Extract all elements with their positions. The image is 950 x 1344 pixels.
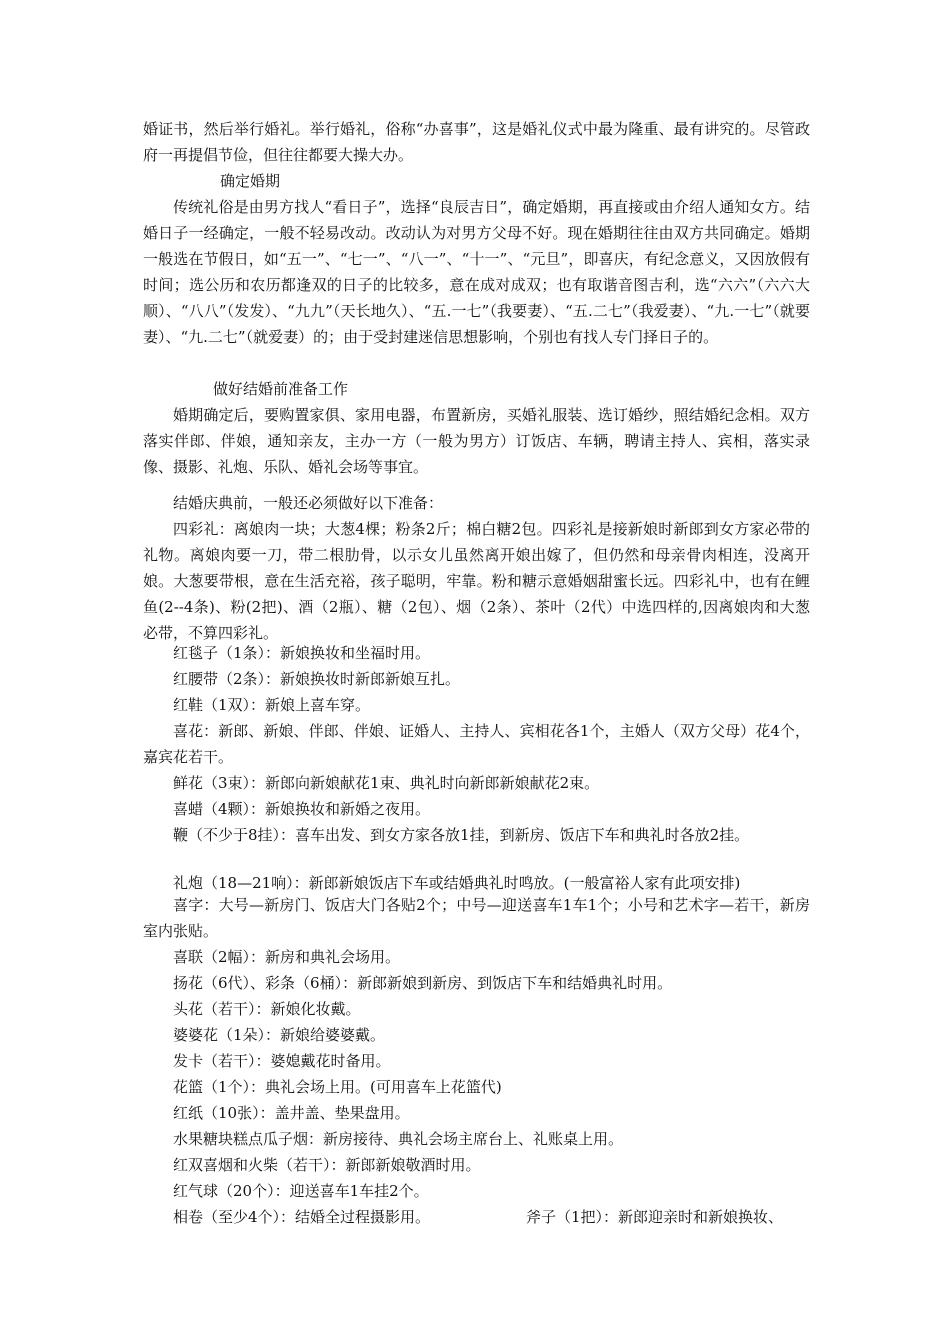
list-item: 红气球（20个）：迎送喜车1车挂2个。: [173, 1182, 429, 1200]
list-item: 相卷（至少4个）：结婚全过程摄影用。: [173, 1208, 431, 1226]
preparation-paragraph-2: 结婚庆典前，一般还必须做好以下准备：: [173, 494, 444, 512]
preparation-paragraph-1: 婚期确定后，要购置家俱、家用电器，布置新房，买婚礼服装、选订婚纱，照结婚纪念相。双方落实伴郎、伴娘，通知亲友，主办一方（一般为男方）订饭店、车辆，聘请主持人、宾相，落实录像、摄影、礼炮、乐队、婚礼会场等事宜。: [143, 406, 810, 476]
list-item: 斧子（1把）：新郎迎亲时和新娘换妆、: [526, 1208, 784, 1226]
wedding-date-paragraph: 传统礼俗是由男方找人“看日子”，选择“良辰吉日”，确定婚期，再直接或由介绍人通知女方。结婚日子一经确定，一般不轻易改动。改动认为对男方父母不好。现在婚期往往由双方共同确定。婚期一般选在节假日，如“五一”、“七一”、“八一”、“十一”、“元旦”，即喜庆，有纪念意义，又因放假有时间；选公历和农历都逢双的日子的比较多，意在成对成双；也有取谐音图吉利，选“六六”（六六大顺）、“八八”（发发）、“九九”（天长地久）、“五.一七”（我要妻）、“五.二七”（我爱妻）、“九.一七”（就要妻）、“九.二七”（就爱妻）的；由于受封建迷信思想影响，个别也有找人专门择日子的。: [143, 198, 810, 346]
list-item: 花篮（1个）：典礼会场上用。(可用喜车上花篮代): [173, 1078, 502, 1096]
list-item: 婆婆花（1朵）：新娘给婆婆戴。: [173, 1026, 386, 1044]
list-item: 喜联（2幅）：新房和典礼会场用。: [173, 948, 401, 966]
section-heading-wedding-date: 确定婚期: [220, 172, 281, 190]
list-item: 喜字：大号—新房门、饭店大门各贴2个；中号—迎送喜车1车1个；小号和艺术字—若干，新房室内张贴。: [143, 896, 810, 940]
list-item: 红纸（10张）：盖井盖、垫果盘用。: [173, 1104, 410, 1122]
list-item: 红鞋（1双）：新娘上喜车穿。: [173, 696, 371, 714]
section-heading-preparation: 做好结婚前准备工作: [213, 380, 349, 398]
list-item: 喜蜡（4颗）：新娘换妆和新婚之夜用。: [173, 800, 431, 818]
list-item: 水果糖块糕点瓜子烟：新房接待、典礼会场主席台上、礼账桌上用。: [173, 1130, 624, 1148]
list-item: 鞭（不少于8挂）：喜车出发、到女方家各放1挂，到新房、饭店下车和典礼时各放2挂。: [173, 826, 750, 844]
list-item: 发卡（若干）：婆媳戴花时备用。: [173, 1052, 391, 1070]
last-line: [143, 1204, 810, 1230]
list-item: 喜花：新郎、新娘、伴郎、伴娘、证婚人、主持人、宾相花各1个，主婚人（双方父母）花4个，嘉宾花若干。: [143, 722, 810, 766]
list-item: 扬花（6代）、彩条（6桶）：新郎新娘到新房、到饭店下车和结婚典礼时用。: [173, 974, 673, 992]
intro-paragraph: 婚证书，然后举行婚礼。举行婚礼，俗称“办喜事”，这是婚礼仪式中最为隆重、最有讲究的。尽管政府一再提倡节俭，但往往都要大操大办。: [143, 120, 810, 164]
list-item: 红毯子（1条）：新娘换妆和坐福时用。: [173, 644, 431, 662]
list-item: 红双喜烟和火柴（若干）：新郎新娘敬酒时用。: [173, 1156, 481, 1174]
list-item: 鲜花（3束）：新郎向新娘献花1束、典礼时向新郎新娘献花2束。: [173, 774, 600, 792]
list-item: 礼炮（18—21响）：新郎新娘饭店下车或结婚典礼时鸣放。(一般富裕人家有此项安排): [173, 874, 741, 892]
list-item: 头花（若干）：新娘化妆戴。: [173, 1000, 361, 1018]
four-gifts-paragraph: 四彩礼：离娘肉一块；大葱4棵；粉条2斤；棉白糖2包。四彩礼是接新娘时新郎到女方家必带的礼物。离娘肉要一刀，带二根肋骨，以示女儿虽然离开娘出嫁了，但仍然和母亲骨肉相连，没离开娘。大葱要带根，意在生活充裕，孩子聪明，牢靠。粉和糖示意婚姻甜蜜长远。四彩礼中，也有在鲤鱼(2--4条)、粉(2把)、酒（2瓶）、糖（2包）、烟（2条）、茶叶（2代）中选四样的,因离娘肉和大葱必带，不算四彩礼。: [143, 520, 810, 642]
list-item: 红腰带（2条）：新娘换妆时新郎新娘互扎。: [173, 670, 461, 688]
